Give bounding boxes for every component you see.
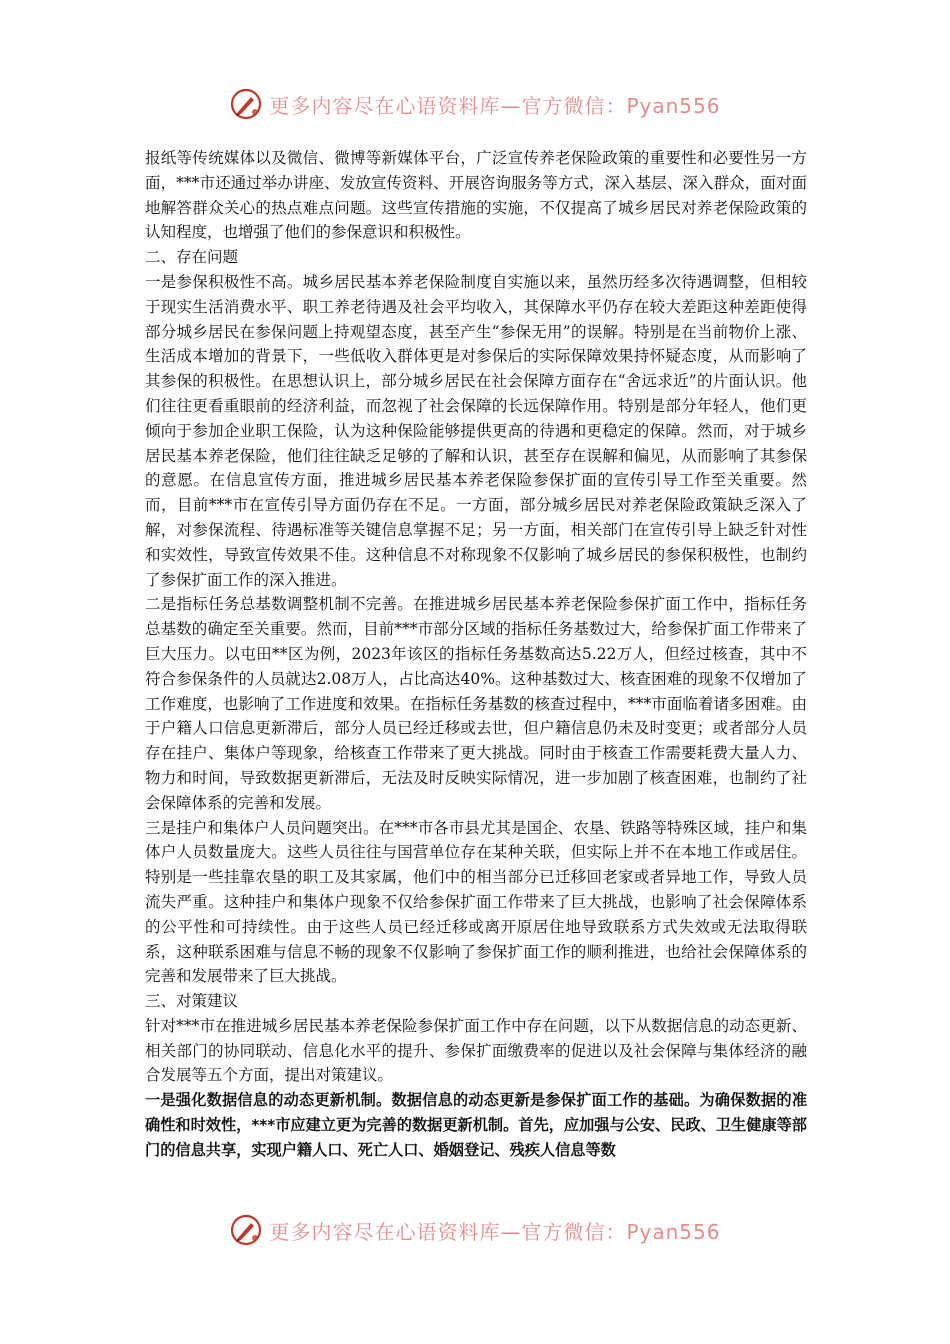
paragraph-publicity: 报纸等传统媒体以及微信、微博等新媒体平台，广泛宣传养老保险政策的重要性和必要性另一方面，***市还通过举办讲座、发放宣传资料、开展咨询服务等方式，深入基层、深入群众，面对面地解答群众关心的热点难点问题。这些宣传措施的实施，不仅提高了城乡居民对养老保险政策的认知程度，也增强了他们的参保意识和积极性。 <box>145 149 807 242</box>
paragraph-suggestion-1: 一是强化数据信息的动态更新机制。数据信息的动态更新是参保扩面工作的基础。为确保数据的准确性和时效性，***市应建立更为完善的数据更新机制。首先，应加强与公安、民政、卫生健康等部门的信息共享，实现户籍人口、死亡人口、婚姻登记、残疾人信息等数 <box>145 1091 807 1160</box>
header-watermark <box>0 84 950 124</box>
section-heading-suggestions: 三、对策建议 <box>145 992 239 1011</box>
paragraph-problem-1: 一是参保积极性不高。城乡居民基本养老保险制度自实施以来，虽然历经多次待遇调整，但相较于现实生活消费水平、职工养老待遇及社会平均收入，其保障水平仍存在较大差距这种差距使得部分城乡居民在参保问题上持观望态度，甚至产生“参保无用”的误解。特别是在当前物价上涨、生活成本增加的背景下，一些低收入群体更是对参保后的实际保障效果持怀疑态度，从而影响了其参保的积极性。在思想认识上，部分城乡居民在社会保障方面存在“舍远求近”的片面认识。他们往往更看重眼前的经济利益，而忽视了社会保障的长远保障作用。特别是部分年轻人，他们更倾向于参加企业职工保险，认为这种保险能够提供更高的待遇和更稳定的保障。然而，对于城乡居民基本养老保险，他们往往缺乏足够的了解和认识，甚至存在误解和偏见，从而影响了其参保的意愿。在信息宣传方面，推进城乡居民基本养老保险参保扩面的宣传引导工作至关重要。然而，目前***市在宣传引导方面仍存在不足。一方面，部分城乡居民对养老保险政策缺乏深入了解，对参保流程、待遇标准等关键信息掌握不足；另一方面，相关部门在宣传引导上缺乏针对性和实效性，导致宣传效果不佳。这种信息不对称现象不仅影响了城乡居民的参保积极性，也制约了参保扩面工作的深入推进。 <box>145 272 807 589</box>
section-heading-problems: 二、存在问题 <box>145 248 239 267</box>
paragraph-problem-2: 二是指标任务总基数调整机制不完善。在推进城乡居民基本养老保险参保扩面工作中，指标任务总基数的确定至关重要。然而，目前***市部分区域的指标任务基数过大，给参保扩面工作带来了巨大压力。以屯田**区为例，2023年该区的指标任务基数高达5.22万人，但经过核查，其中不符合参保条件的人员就达2.08万人，占比高达40%。这种基数过大、核查困难的现象不仅增加了工作难度，也影响了工作进度和效果。在指标任务基数的核查过程中，***市面临着诸多困难。由于户籍人口信息更新滞后，部分人员已经迁移或去世，但户籍信息仍未及时变更；或者部分人员存在挂户、集体户等现象，给核查工作带来了更大挑战。同时由于核查工作需要耗费大量人力、物力和时间，导致数据更新滞后，无法及时反映实际情况，进一步加剧了核查困难，也制约了社会保障体系的完善和发展。 <box>145 595 807 812</box>
pen-ink-logo-icon <box>229 1213 263 1247</box>
paragraph-suggestions-intro: 针对***市在推进城乡居民基本养老保险参保扩面工作中存在问题，以下从数据信息的动态更新、相关部门的协同联动、信息化水平的提升、参保扩面缴费率的促进以及社会保障与集体经济的融合发展等五个方面，提出对策建议。 <box>145 1016 807 1085</box>
paragraph-problem-3: 三是挂户和集体户人员问题突出。在***市各市县尤其是国企、农垦、铁路等特殊区域，挂户和集体户人员数量庞大。这些人员往往与国营单位存在某种关联，但实际上并不在本地工作或居住。特别是一些挂靠农垦的职工及其家属，他们中的相当部分已迁移回老家或者异地工作，导致人员流失严重。这种挂户和集体户现象不仅给参保扩面工作带来了巨大挑战，也影响了社会保障体系的公平性和可持续性。由于这些人员已经迁移或离开原居住地导致联系方式失效或无法取得联系，这种联系困难与信息不畅的现象不仅影响了参保扩面工作的顺利推进，也给社会保障体系的完善和发展带来了巨大挑战。 <box>145 818 807 986</box>
watermark-text: 更多内容尽在心语资料库—官方微信：Pyan556 <box>269 1219 721 1244</box>
pen-ink-logo-icon <box>229 87 263 121</box>
watermark-text: 更多内容尽在心语资料库—官方微信：Pyan556 <box>269 93 721 118</box>
footer-watermark <box>0 1210 950 1250</box>
document-body <box>145 146 807 1163</box>
